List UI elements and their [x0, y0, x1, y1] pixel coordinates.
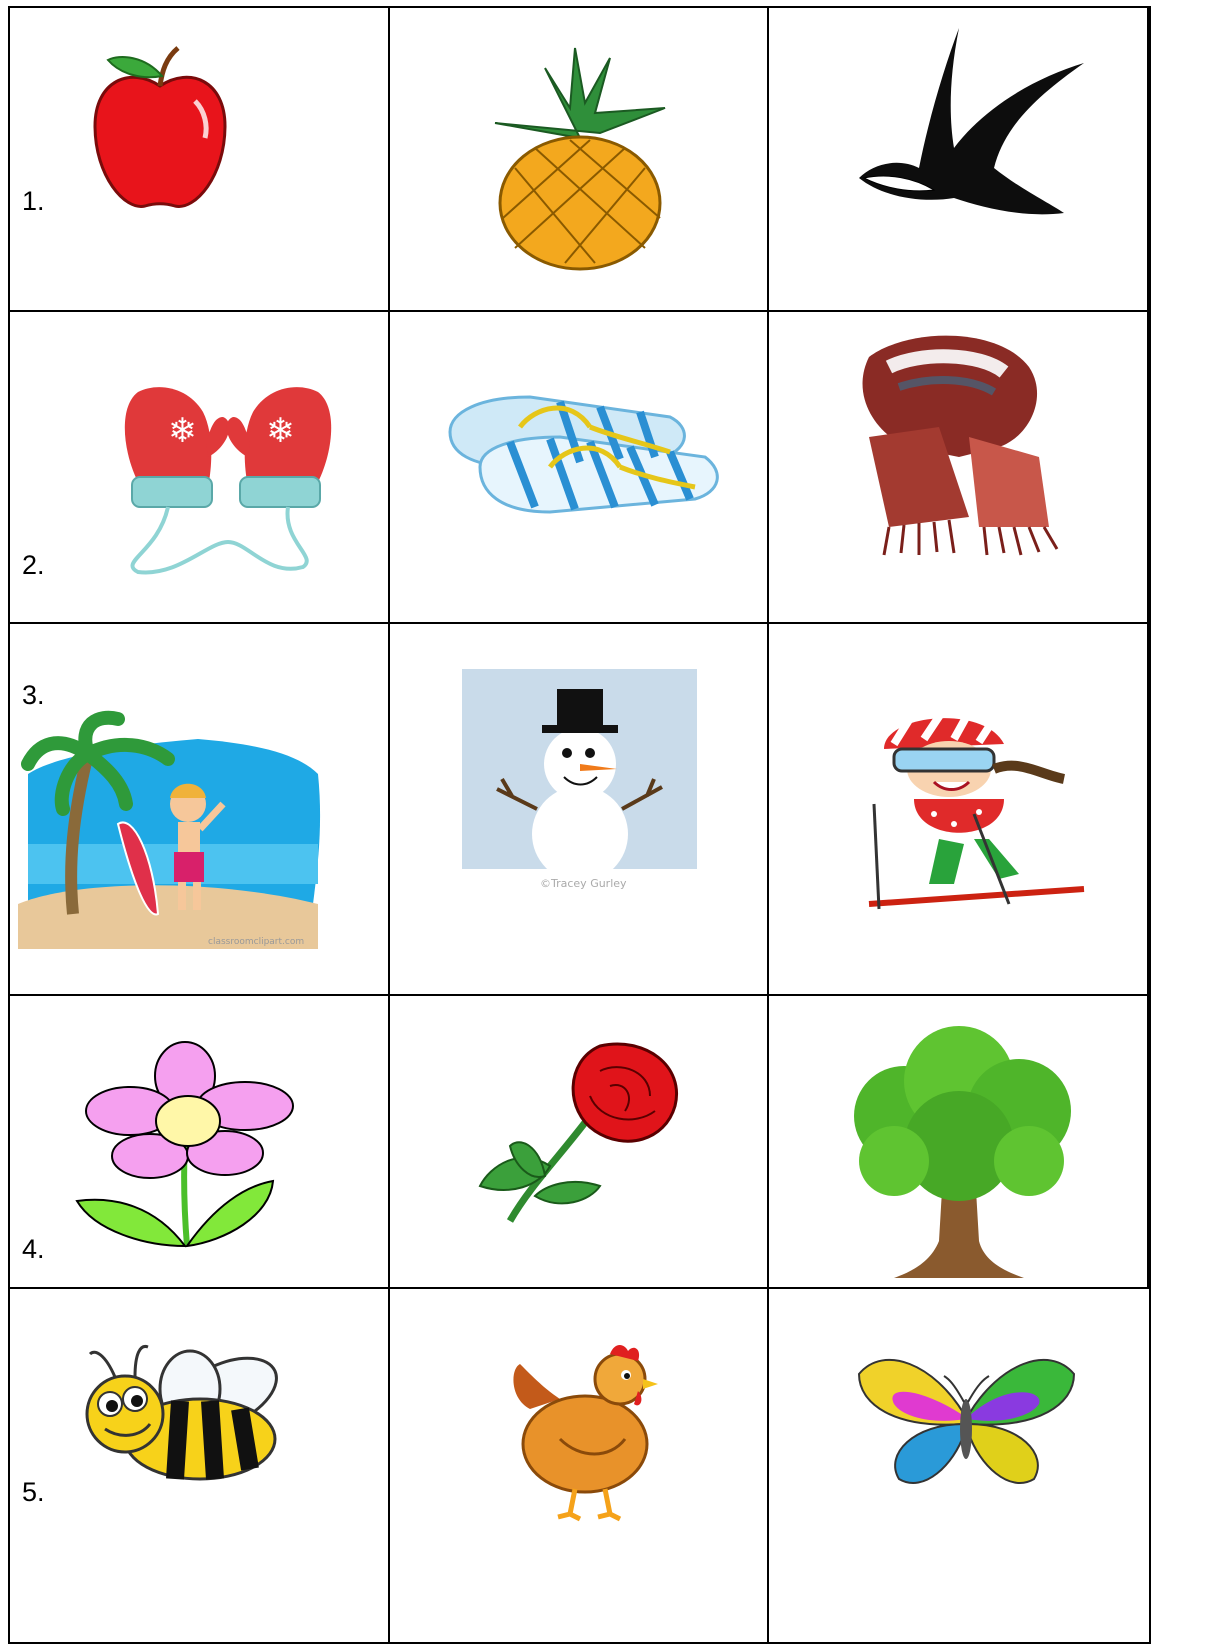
scarf-icon — [829, 327, 1079, 557]
cell-r2-c2 — [390, 312, 769, 624]
row-number-4: 4. — [22, 1234, 45, 1264]
snowman-watermark: ©Tracey Gurley — [540, 877, 627, 890]
cell-r3-c3 — [769, 624, 1149, 996]
row-number-1: 1. — [22, 186, 45, 216]
cell-r5-c1 — [10, 1289, 390, 1642]
swallow-bird-icon — [844, 28, 1084, 228]
snowman-icon — [462, 669, 697, 894]
pink-flower-icon — [75, 1041, 315, 1251]
mittens-icon — [118, 362, 338, 577]
cell-r4-c2 — [390, 996, 769, 1289]
butterfly-icon — [854, 1344, 1079, 1494]
bee-icon — [80, 1339, 290, 1484]
flip-flops-icon — [440, 387, 720, 537]
worksheet-table — [8, 6, 1151, 1644]
cell-r1-c3 — [769, 8, 1149, 312]
cell-r2-c1 — [10, 312, 390, 624]
row-number-5: 5. — [22, 1477, 45, 1507]
apple-icon — [90, 46, 230, 216]
hen-icon — [510, 1339, 660, 1519]
cell-r1-c1 — [10, 8, 390, 312]
pineapple-icon — [485, 48, 675, 273]
svg-text:❄: ❄ — [266, 411, 295, 451]
skier-girl-icon — [854, 704, 1089, 914]
cell-r3-c2 — [390, 624, 769, 996]
row-number-2: 2. — [22, 550, 45, 580]
cell-r2-c3 — [769, 312, 1149, 624]
beach-boy-surfer-icon — [18, 714, 323, 954]
cell-r4-c1 — [10, 996, 390, 1289]
row-number-3: 3. — [22, 680, 45, 710]
cell-r4-c3 — [769, 996, 1149, 1289]
cell-r3-c1 — [10, 624, 390, 996]
beach-watermark: classroomclipart.com — [208, 937, 305, 947]
red-rose-icon — [450, 1036, 700, 1236]
svg-text:❄: ❄ — [168, 411, 197, 451]
cell-r5-c3 — [769, 1289, 1149, 1642]
tree-icon — [834, 1026, 1084, 1281]
cell-r5-c2 — [390, 1289, 769, 1642]
cell-r1-c2 — [390, 8, 769, 312]
